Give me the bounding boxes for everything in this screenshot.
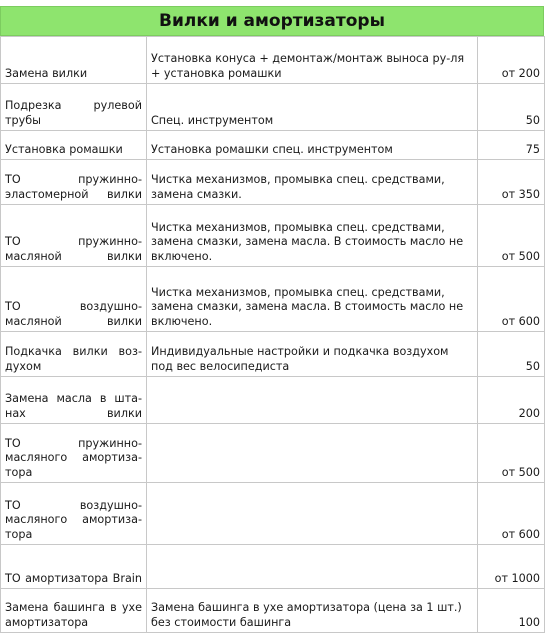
table-row	[1, 483, 545, 545]
table-row	[1, 84, 545, 131]
price-table	[0, 36, 545, 633]
service-cell: ТО пружинно-масляного амортиза-тора	[1, 424, 147, 483]
table-row	[1, 160, 545, 205]
table-row	[1, 424, 545, 483]
price-cell: от 500	[478, 205, 545, 267]
description-cell	[147, 424, 478, 483]
section-title: Вилки и амортизаторы	[159, 11, 385, 31]
description-cell: Замена башинга в ухе амортизатора (цена за 1 шт.) без стоимости башинга	[147, 589, 478, 633]
description-cell	[147, 545, 478, 589]
description-cell: Чистка механизмов, промывка спец. средствами, замена смазки.	[147, 160, 478, 205]
service-cell: ТО пружинно-масляной вилки	[1, 205, 147, 267]
table-row	[1, 332, 545, 377]
description-cell: Спец. инструментом	[147, 84, 478, 131]
table-row	[1, 131, 545, 160]
price-cell: от 500	[478, 424, 545, 483]
table-row	[1, 377, 545, 424]
description-cell	[147, 483, 478, 545]
description-cell: Чистка механизмов, промывка спец. средствами, замена смазки, замена масла. В стоимость масло не включено.	[147, 267, 478, 332]
service-cell: Подрезка рулевой трубы	[1, 84, 147, 131]
description-cell: Установка ромашки спец. инструментом	[147, 131, 478, 160]
table-row	[1, 589, 545, 633]
description-cell	[147, 377, 478, 424]
service-cell: ТО пружинно-эластомерной вилки	[1, 160, 147, 205]
description-cell: Индивидуальные настройки и подкачка воздухом под вес велосипедиста	[147, 332, 478, 377]
table-row	[1, 545, 545, 589]
service-cell: ТО амортизатора Brain	[1, 545, 147, 589]
price-cell: 50	[478, 84, 545, 131]
description-cell: Чистка механизмов, промывка спец. средствами, замена смазки, замена масла. В стоимость масло не включено.	[147, 205, 478, 267]
price-cell: 50	[478, 332, 545, 377]
price-cell: 75	[478, 131, 545, 160]
price-cell: от 600	[478, 267, 545, 332]
price-cell: от 1000	[478, 545, 545, 589]
service-cell: ТО воздушно-масляного амортиза-тора	[1, 483, 147, 545]
table-row	[1, 267, 545, 332]
service-cell: Замена масла в шта-нах вилки	[1, 377, 147, 424]
service-cell: Установка ромашки	[1, 131, 147, 160]
service-cell: Замена башинга в ухе амортизатора	[1, 589, 147, 633]
price-cell: от 350	[478, 160, 545, 205]
table-row	[1, 37, 545, 84]
price-cell: от 200	[478, 37, 545, 84]
service-cell: ТО воздушно-масляной вилки	[1, 267, 147, 332]
price-cell: 100	[478, 589, 545, 633]
table-row	[1, 205, 545, 267]
service-cell: Подкачка вилки воз-духом	[1, 332, 147, 377]
price-cell: 200	[478, 377, 545, 424]
section-header	[0, 6, 544, 36]
service-cell: Замена вилки	[1, 37, 147, 84]
description-cell: Установка конуса + демонтаж/монтаж выноса ру-ля + установка ромашки	[147, 37, 478, 84]
price-cell: от 600	[478, 483, 545, 545]
